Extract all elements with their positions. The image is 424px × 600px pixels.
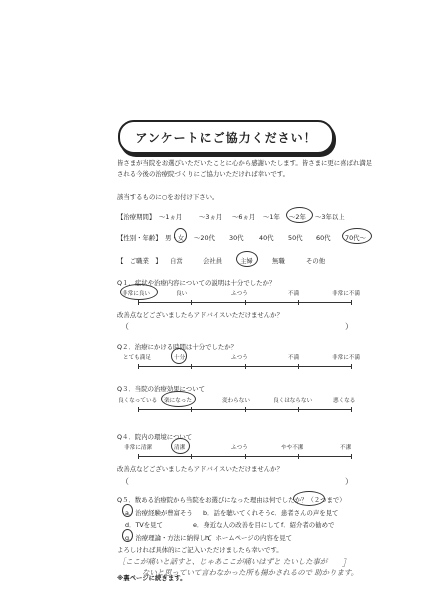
job-option[interactable]: 無職	[272, 257, 285, 265]
q1-scale-label: ふつう	[231, 291, 248, 297]
q1-scale-label: 良い	[176, 291, 188, 297]
q4-scale-label: 非常に清潔	[124, 445, 152, 451]
survey-title: アンケートにご協力ください！	[118, 120, 334, 154]
q3-rating-scale[interactable]	[138, 409, 352, 410]
q1-rating-scale[interactable]	[138, 302, 352, 303]
selected-circle-mark	[286, 207, 313, 223]
handwritten-comment-line-1: ［ここが痛いと話すと、じゃあここが痛いはずと たいした事が	[118, 557, 328, 566]
job-label: 【 ご職業 】	[117, 257, 162, 265]
q4-rating-scale[interactable]	[138, 456, 352, 457]
q4-scale-label: 清潔	[174, 445, 186, 451]
selected-circle-mark	[171, 438, 190, 454]
age-option[interactable]: 60代	[316, 234, 331, 242]
period-label: 【治療期間】	[117, 213, 156, 221]
period-option[interactable]: ～3年以上	[315, 213, 345, 221]
handwritten-bracket-close: ］	[342, 559, 352, 569]
q5-option[interactable]: b．話を聴いてくれそう	[203, 509, 271, 517]
q5-option[interactable]: d．TVを見て	[125, 521, 163, 529]
q5-option[interactable]: h．ホームページの内容を見て	[205, 534, 292, 542]
selected-circle-mark	[174, 228, 187, 243]
job-option[interactable]: 会社員	[203, 257, 223, 265]
period-option[interactable]: ～1ヵ月	[159, 213, 183, 221]
q1-advice: 改善点などございましたらアドバイスいただけませんか？	[117, 311, 283, 319]
q3-scale-label: 悪くなる	[333, 398, 356, 404]
q4-scale-label: ふつう	[231, 445, 248, 451]
q1-bracket-close: ）	[345, 322, 353, 331]
selected-circle-mark	[342, 228, 372, 244]
q3-question: Q３．当院の治療効果について	[117, 385, 205, 393]
period-option[interactable]: ～6ヵ月	[232, 213, 256, 221]
selected-circle-mark	[122, 504, 133, 517]
q4-bracket-close: ）	[345, 477, 353, 486]
q5-option[interactable]: g．治療理論・方法に納得して	[125, 534, 213, 542]
q1-question: Q１．症状や治療内容についての説明は十分でしたか？	[117, 279, 276, 287]
q4-question: Q４．院内の環境について	[117, 433, 193, 441]
selected-circle-mark	[161, 391, 196, 407]
period-option[interactable]: ～2年	[289, 213, 306, 221]
q4-bracket-open: （	[121, 477, 129, 486]
age-option[interactable]: 40代	[259, 234, 274, 242]
handwritten-comment-line-2: ないと思っていて言わなかった所も揚かされるので 助かります。	[142, 568, 359, 577]
q2-question: Q２．治療にかける時間は十分でしたか？	[117, 343, 238, 351]
closing-text: よろしければ具体的にご記入いただけましたら幸いです。	[117, 546, 283, 554]
q3-scale-label: 良くなっている	[118, 398, 158, 404]
intro-line-2: される今後の治療院づくりにご協力いただければ幸いです。	[117, 170, 290, 178]
age-option[interactable]: 70代～	[345, 234, 366, 242]
selected-circle-mark	[236, 251, 258, 267]
q3-scale-label: 楽になった	[164, 398, 192, 404]
intro-line-1: 皆さまが当院をお選びいただいたことに心から感謝いたします。皆さまに更に喜ばれ満足	[117, 159, 373, 167]
q2-scale-label: 不満	[288, 355, 300, 361]
job-option[interactable]: 自営	[170, 257, 183, 265]
age-option[interactable]: ～20代	[194, 234, 215, 242]
q2-scale-label: 十分	[174, 355, 186, 361]
q5-question: Q５．数ある治療院から当院をお選びになった理由は何でしたか？（２つまで）	[117, 496, 346, 504]
q1-scale-label: 非常に不満	[332, 291, 360, 297]
q4-advice: 改善点などございましたらアドバイスいただけませんか？	[117, 465, 283, 473]
q4-scale-label: 不潔	[340, 445, 352, 451]
q3-scale-label: 変わらない	[222, 398, 250, 404]
selected-circle-mark	[171, 348, 187, 364]
period-option[interactable]: ～1年	[263, 213, 280, 221]
q5-option[interactable]: a．治療経験が豊富そう	[125, 509, 193, 517]
q2-scale-label: ふつう	[231, 355, 248, 361]
selected-circle-mark	[120, 284, 158, 300]
back-page-note: ※裏ページに続きます。	[117, 574, 187, 582]
instruction: 該当するものに○をお付け下さい。	[117, 193, 219, 201]
period-option[interactable]: ～3ヵ月	[199, 213, 223, 221]
q5-option[interactable]: c．患者さんの声を見て	[271, 509, 339, 517]
gender-age-label: 【性別・年齢】	[117, 234, 162, 242]
q5-option[interactable]: e．身近な人の改善を目にして	[193, 521, 281, 529]
q2-rating-scale[interactable]	[138, 366, 352, 367]
age-option[interactable]: 30代	[229, 234, 244, 242]
q2-scale-label: とても満足	[123, 355, 151, 361]
q5-option[interactable]: f．紹介者の勧めで	[281, 521, 335, 529]
q1-scale-label: 非常に良い	[122, 291, 150, 297]
q3-scale-label: 良くはならない	[273, 398, 313, 404]
selected-circle-mark	[293, 491, 325, 506]
q2-scale-label: 非常に不満	[332, 355, 360, 361]
gender-option[interactable]: 男・女	[165, 234, 185, 242]
age-option[interactable]: 50代	[288, 234, 303, 242]
q4-scale-label: やや不潔	[281, 445, 304, 451]
selected-circle-mark	[122, 529, 133, 542]
job-option[interactable]: 主婦	[240, 257, 253, 265]
q1-scale-label: 不満	[288, 291, 300, 297]
q1-bracket-open: （	[121, 322, 129, 331]
job-option[interactable]: その他	[306, 257, 326, 265]
